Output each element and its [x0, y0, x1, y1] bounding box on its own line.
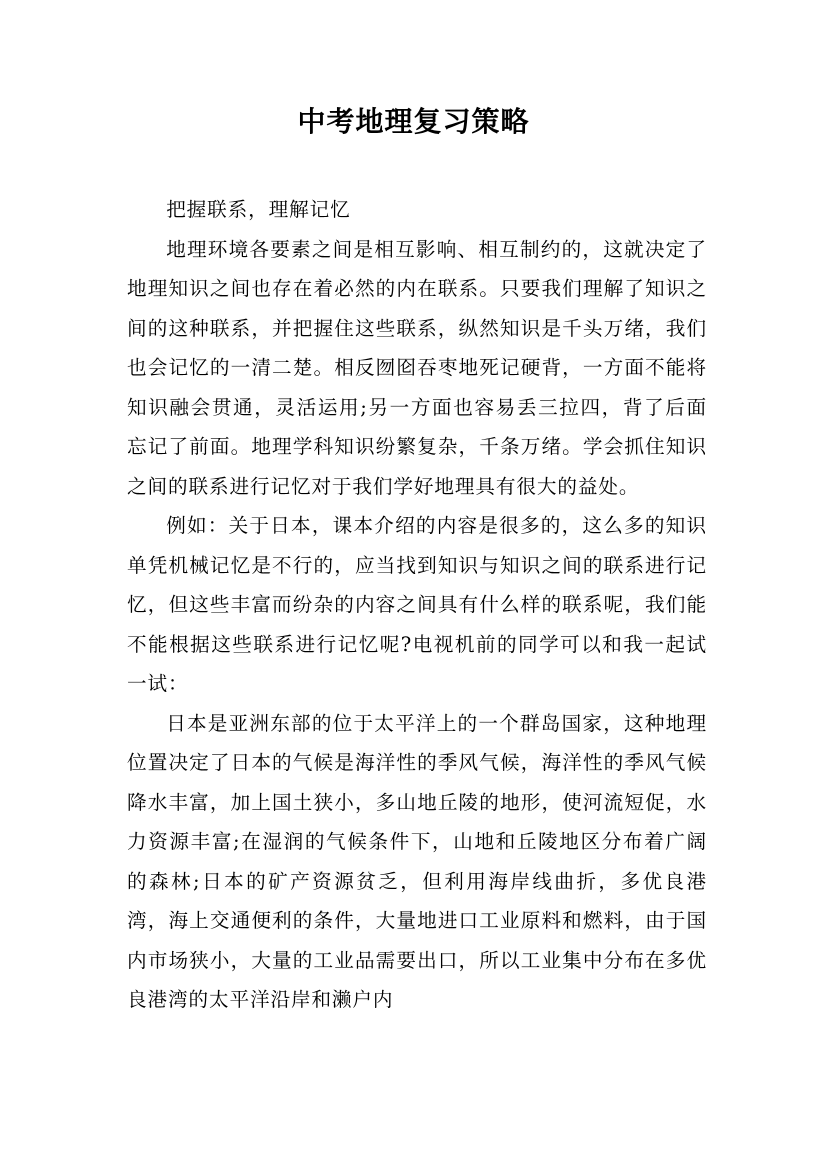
document-body	[127, 190, 707, 1020]
document-title: 中考地理复习策略	[297, 105, 530, 138]
paragraph: 地理环境各要素之间是相互影响、相互制约的，这就决定了地理知识之间也存在着必然的内在联系。只要我们理解了知识之间的这种联系，并把握住这些联系，纵然知识是千头万绪，我们也会记忆的一清二楚。相反囫囵吞枣地死记硬背，一方面不能将知识融会贯通，灵活运用;另一方面也容易丢三拉四，背了后面忘记了前面。地理学科知识纷繁复杂，千条万绪。学会抓住知识之间的联系进行记忆对于我们学好地理具有很大的益处。	[127, 237, 707, 498]
paragraph: 日本是亚洲东部的位于太平洋上的一个群岛国家，这种地理位置决定了日本的气候是海洋性的季风气候，海洋性的季风气候降水丰富，加上国土狭小，多山地丘陵的地形，使河流短促，水力资源丰富;在湿润的气候条件下，山地和丘陵地区分布着广阔的森林;日本的矿产资源贫乏，但利用海岸线曲折，多优良港湾，海上交通便利的条件，大量地进口工业原料和燃料，由于国内市场狭小，大量的工业品需要出口，所以工业集中分布在多优良港湾的太平洋沿岸和濑户内	[127, 711, 707, 1011]
section-heading: 把握联系，理解记忆	[166, 198, 351, 221]
paragraph: 例如：关于日本，课本介绍的内容是很多的，这么多的知识单凭机械记忆是不行的，应当找到知识与知识之间的联系进行记忆，但这些丰富而纷杂的内容之间具有什么样的联系呢，我们能不能根据这些联系进行记忆呢?电视机前的同学可以和我一起试一试：	[127, 514, 707, 695]
